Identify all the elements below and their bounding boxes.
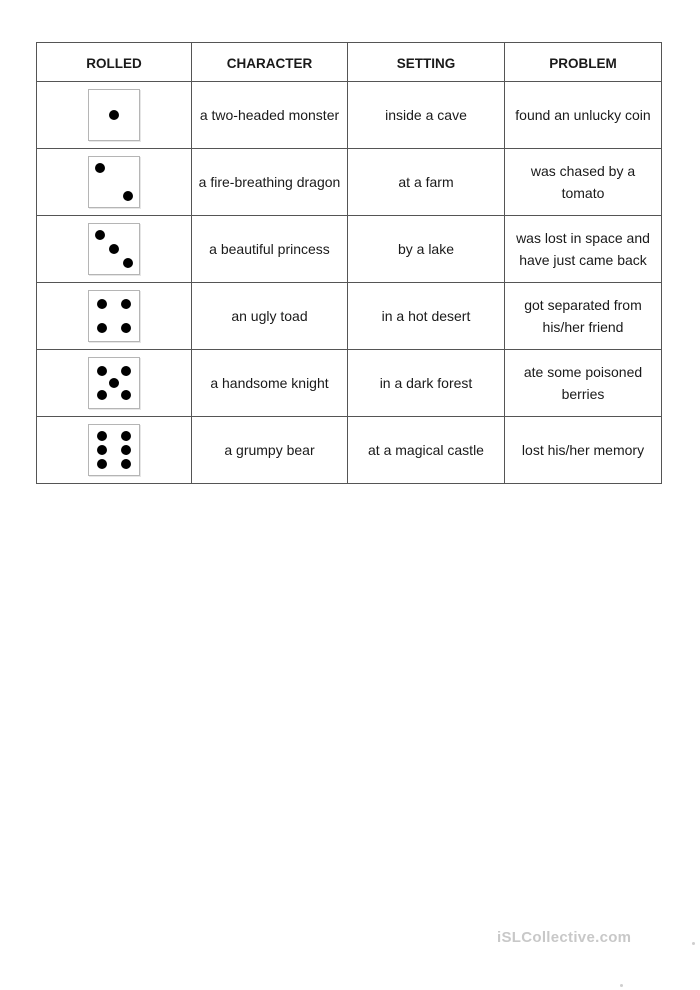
problem-cell: got separated from his/her friend bbox=[505, 283, 662, 350]
table-row bbox=[37, 216, 662, 283]
setting-cell: by a lake bbox=[348, 216, 505, 283]
pip-dot bbox=[95, 163, 105, 173]
setting-cell: in a hot desert bbox=[348, 283, 505, 350]
header-rolled: ROLLED bbox=[37, 43, 192, 82]
pip-dot bbox=[97, 366, 107, 376]
pip-dot bbox=[97, 459, 107, 469]
pip-dot bbox=[121, 323, 131, 333]
story-dice-table bbox=[36, 42, 662, 484]
pip-dot bbox=[121, 431, 131, 441]
pip-dot bbox=[97, 431, 107, 441]
watermark-logo: iSLCollective.com bbox=[497, 929, 632, 946]
pip-dot bbox=[121, 459, 131, 469]
character-cell: a beautiful princess bbox=[192, 216, 348, 283]
pip-dot bbox=[97, 445, 107, 455]
header-problem: PROBLEM bbox=[505, 43, 662, 82]
die-face-icon bbox=[88, 290, 140, 342]
table-row bbox=[37, 350, 662, 417]
problem-cell: was lost in space and have just came back bbox=[505, 216, 662, 283]
die-face-icon bbox=[88, 223, 140, 275]
table-row bbox=[37, 417, 662, 484]
character-cell: a two-headed monster bbox=[192, 82, 348, 149]
problem-cell: ate some poisoned berries bbox=[505, 350, 662, 417]
problem-cell: lost his/her memory bbox=[505, 417, 662, 484]
character-cell: a fire-breathing dragon bbox=[192, 149, 348, 216]
pip-dot bbox=[121, 299, 131, 309]
decorative-dot bbox=[692, 942, 695, 945]
setting-cell: inside a cave bbox=[348, 82, 505, 149]
setting-cell: in a dark forest bbox=[348, 350, 505, 417]
pip-dot bbox=[121, 366, 131, 376]
character-cell: an ugly toad bbox=[192, 283, 348, 350]
setting-cell: at a farm bbox=[348, 149, 505, 216]
decorative-dot bbox=[620, 984, 623, 987]
character-cell: a handsome knight bbox=[192, 350, 348, 417]
pip-dot bbox=[95, 230, 105, 240]
table-row bbox=[37, 149, 662, 216]
header-setting: SETTING bbox=[348, 43, 505, 82]
pip-dot bbox=[109, 110, 119, 120]
pip-dot bbox=[121, 445, 131, 455]
pip-dot bbox=[97, 390, 107, 400]
die-face-icon bbox=[88, 357, 140, 409]
pip-dot bbox=[97, 323, 107, 333]
die-face-icon bbox=[88, 156, 140, 208]
problem-cell: found an unlucky coin bbox=[505, 82, 662, 149]
pip-dot bbox=[123, 191, 133, 201]
setting-cell: at a magical castle bbox=[348, 417, 505, 484]
pip-dot bbox=[121, 390, 131, 400]
pip-dot bbox=[123, 258, 133, 268]
die-face-icon bbox=[88, 89, 140, 141]
header-character: CHARACTER bbox=[192, 43, 348, 82]
pip-dot bbox=[109, 378, 119, 388]
table-row bbox=[37, 283, 662, 350]
character-cell: a grumpy bear bbox=[192, 417, 348, 484]
die-face-icon bbox=[88, 424, 140, 476]
pip-dot bbox=[109, 244, 119, 254]
table-header-row bbox=[37, 43, 662, 82]
pip-dot bbox=[97, 299, 107, 309]
problem-cell: was chased by a tomato bbox=[505, 149, 662, 216]
table-row bbox=[37, 82, 662, 149]
